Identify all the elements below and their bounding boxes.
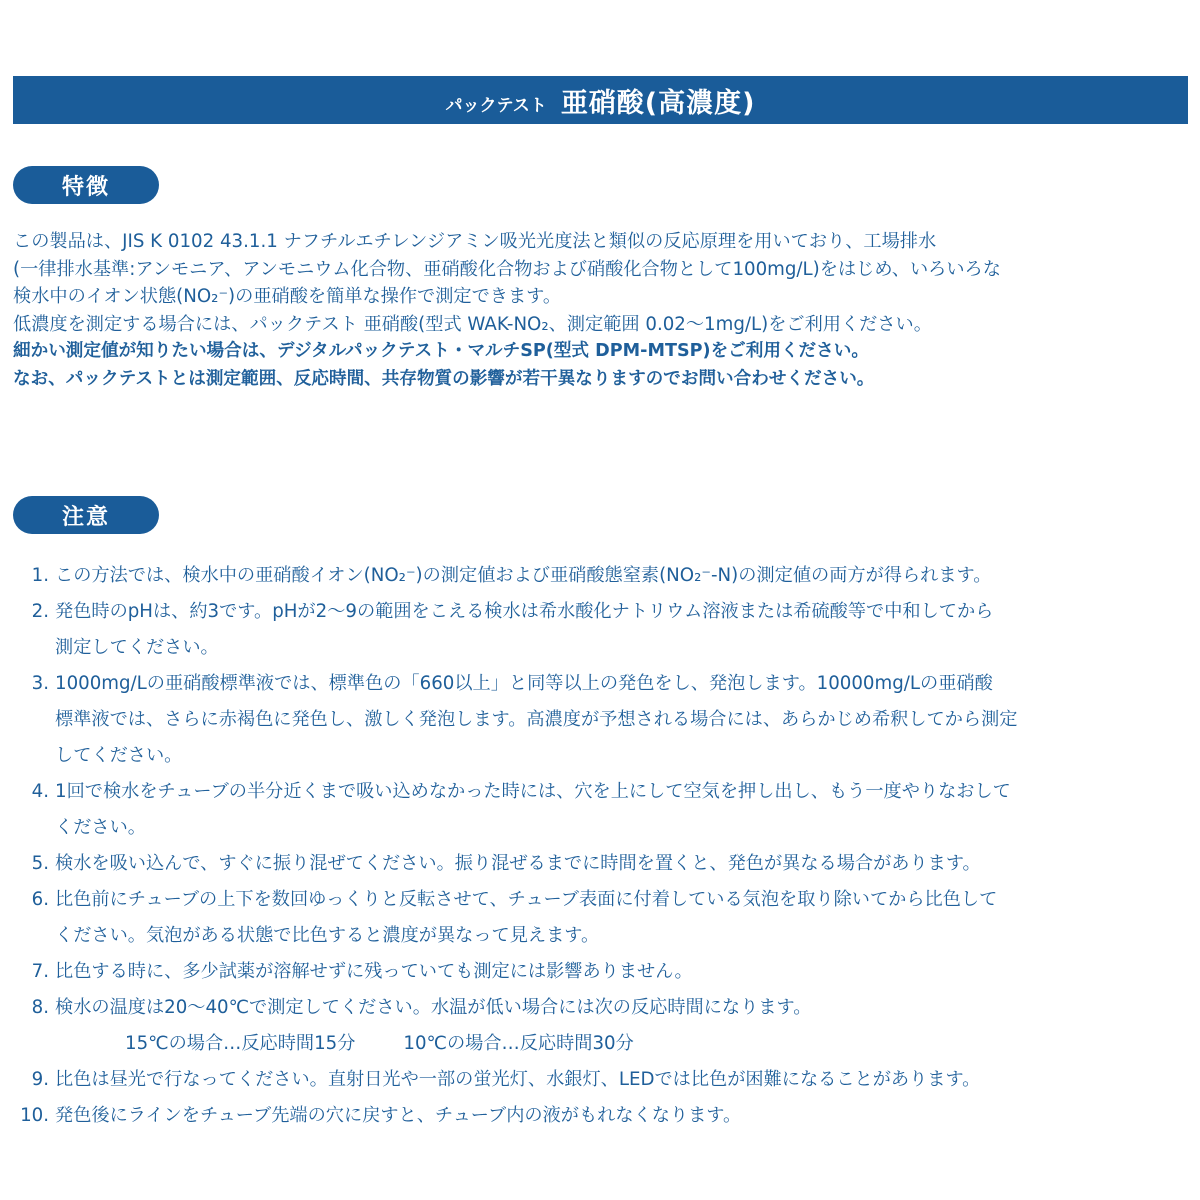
reaction-time-entry: 15℃の場合…反応時間15分 xyxy=(125,1033,356,1054)
note-number: 7. xyxy=(31,961,49,982)
note-number: 9. xyxy=(31,1069,49,1090)
note-item xyxy=(13,1062,1193,1098)
features-bold-line: 細かい測定値が知りたい場合は、デジタルパックテスト・マルチSP(型式 DPM-MTSP)をご利用ください。 xyxy=(13,341,869,362)
note-item xyxy=(13,666,1193,774)
note-number: 2. xyxy=(31,601,49,622)
features-line: 低濃度を測定する場合には、パックテスト 亜硝酸(型式 WAK-NO₂、測定範囲 0.02～1mg/L)をご利用ください。 xyxy=(13,313,932,335)
note-item xyxy=(13,846,1193,882)
note-text-line: 比色する時に、多少試薬が溶解せずに残っていても測定には影響ありません。 xyxy=(55,961,693,982)
features-heading: 特徴 xyxy=(13,166,159,204)
note-number: 10. xyxy=(20,1105,49,1126)
note-text-line: 標準液では、さらに赤褐色に発色し、激しく発泡します。高濃度が予想される場合には、あらかじめ希釈してから測定 xyxy=(55,709,1018,730)
note-text-line: 1回で検水をチューブの半分近くまで吸い込めなかった時には、穴を上にして空気を押し出し、もう一度やりなおして xyxy=(55,781,1011,802)
reaction-time-entry: 10℃の場合…反応時間30分 xyxy=(403,1033,634,1054)
features-line: 検水中のイオン状態(NO₂⁻)の亜硝酸を簡単な操作で測定できます。 xyxy=(13,286,562,308)
features-line: この製品は、JIS K 0102 43.1.1 ナフチルエチレンジアミン吸光光度法と類似の反応原理を用いており、工場排水 xyxy=(13,231,937,252)
note-item xyxy=(13,882,1193,954)
note-text-line: 発色時のpHは、約3です。pHが2～9の範囲をこえる検水は希水酸化ナトリウム溶液または希硫酸等で中和してから xyxy=(55,601,994,622)
notes-heading: 注意 xyxy=(13,496,159,534)
note-text-line: ください。気泡がある状態で比色すると濃度が異なって見えます。 xyxy=(55,925,600,946)
note-item xyxy=(13,990,1193,1062)
note-text-line: 検水の温度は20～40℃で測定してください。水温が低い場合には次の反応時間になります。 xyxy=(55,997,812,1018)
note-text-line: 測定してください。 xyxy=(55,637,219,658)
notes-list xyxy=(13,558,1193,1134)
page-title: 亜硝酸(高濃度) xyxy=(560,87,756,119)
note-sub-line xyxy=(55,1026,1193,1062)
note-text-line: 比色前にチューブの上下を数回ゆっくりと反転させて、チューブ表面に付着している気泡を取り除いてから比色して xyxy=(55,889,998,910)
note-text-line: 発色後にラインをチューブ先端の穴に戻すと、チューブ内の液がもれなくなります。 xyxy=(55,1105,742,1126)
note-item xyxy=(13,594,1193,666)
features-bold-line: なお、パックテストとは測定範囲、反応時間、共存物質の影響が若干異なりますのでお問い合わせください。 xyxy=(13,368,875,389)
note-number: 4. xyxy=(31,781,49,802)
note-item xyxy=(13,774,1193,846)
note-text-line: 検水を吸い込んで、すぐに振り混ぜてください。振り混ぜるまでに時間を置くと、発色が異なる場合があります。 xyxy=(55,853,981,874)
features-section xyxy=(13,228,1193,394)
product-line-label: パックテスト xyxy=(445,95,547,116)
note-number: 5. xyxy=(31,853,49,874)
note-number: 1. xyxy=(31,565,49,586)
note-number: 6. xyxy=(31,889,49,910)
title-banner xyxy=(13,76,1188,124)
note-text-line: 1000mg/Lの亜硝酸標準液では、標準色の「660以上」と同等以上の発色をし、発泡します。10000mg/Lの亜硝酸 xyxy=(55,673,993,694)
note-text-line: この方法では、検水中の亜硝酸イオン(NO₂⁻)の測定値および亜硝酸態窒素(NO₂⁻-N)の測定値の両方が得られます。 xyxy=(55,565,992,586)
note-item xyxy=(13,558,1193,594)
note-text-line: 比色は昼光で行なってください。直射日光や一部の蛍光灯、水銀灯、LEDでは比色が困難になることがあります。 xyxy=(55,1069,981,1090)
note-number: 8. xyxy=(31,997,49,1018)
note-text-line: ください。 xyxy=(55,817,146,838)
note-item xyxy=(13,954,1193,990)
features-line: (一律排水基準:アンモニア、アンモニウム化合物、亜硝酸化合物および硝酸化合物として100mg/L)をはじめ、いろいろな xyxy=(13,258,1001,280)
note-number: 3. xyxy=(31,673,49,694)
note-item xyxy=(13,1098,1193,1134)
note-text-line: してください。 xyxy=(55,745,183,766)
